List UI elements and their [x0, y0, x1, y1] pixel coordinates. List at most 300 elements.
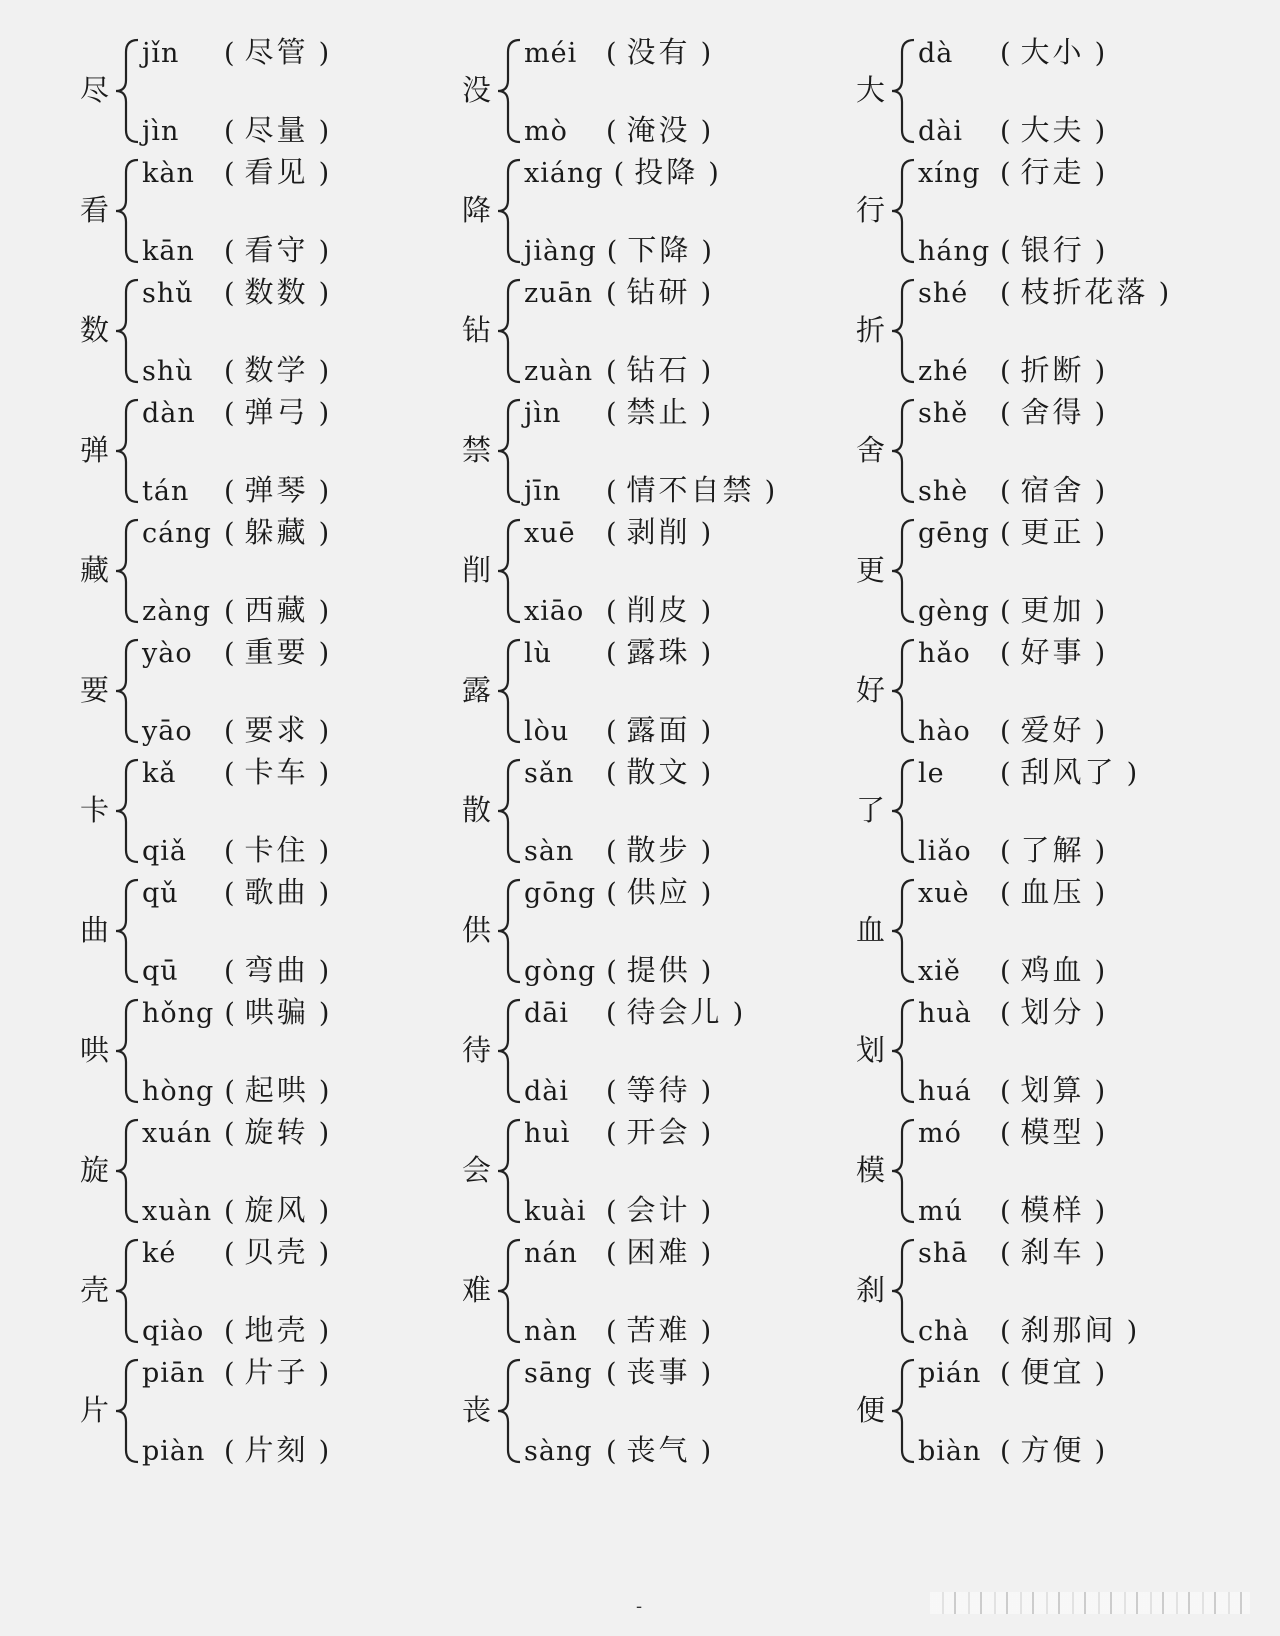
example-word: 便宜: [1020, 1355, 1085, 1389]
close-paren: ): [1094, 476, 1106, 507]
close-paren: ): [318, 1196, 330, 1227]
close-paren: ): [318, 878, 330, 909]
reading-top: [142, 1352, 339, 1392]
example-word: 躲藏: [244, 515, 309, 549]
pinyin: huá: [918, 1076, 972, 1107]
example-word: 更加: [1020, 593, 1085, 627]
curly-brace-icon: [890, 1236, 916, 1346]
close-paren: ): [1094, 236, 1106, 267]
reading-bottom: [524, 110, 721, 150]
close-paren: ): [318, 236, 330, 267]
example-word: 投降: [634, 155, 699, 189]
example-word: 会计: [626, 1193, 691, 1227]
reading-top: [142, 1112, 339, 1152]
column-2: [462, 0, 862, 1580]
reading-bottom: [918, 1190, 1115, 1230]
close-paren: ): [700, 1316, 712, 1347]
close-paren: ): [700, 878, 712, 909]
polyphone-entry: [462, 512, 862, 630]
close-paren: ): [1094, 836, 1106, 867]
reading-bottom: [142, 1310, 339, 1350]
example-word: 尽管: [244, 35, 309, 69]
reading-top: [142, 32, 339, 72]
reading-top: [142, 272, 339, 312]
reading-bottom: [142, 590, 339, 630]
open-paren: (: [606, 716, 617, 747]
reading-bottom: [524, 830, 721, 870]
pinyin: xuán: [142, 1118, 213, 1149]
reading-top: [524, 752, 721, 792]
pinyin: shù: [142, 356, 194, 387]
reading-bottom: [524, 1430, 721, 1470]
reading-bottom: [142, 710, 339, 750]
open-paren: (: [606, 878, 617, 909]
open-paren: (: [606, 1196, 617, 1227]
example-word: 弹弓: [244, 395, 309, 429]
pinyin: kàn: [142, 158, 195, 189]
open-paren: (: [1000, 1358, 1011, 1389]
close-paren: ): [318, 476, 330, 507]
close-paren: ): [732, 998, 744, 1029]
reading-top: [142, 752, 339, 792]
close-paren: ): [318, 998, 330, 1029]
close-paren: ): [700, 278, 712, 309]
open-paren: (: [606, 356, 617, 387]
polyphone-entry: [80, 272, 480, 390]
example-word: 数学: [244, 353, 309, 387]
example-word: 散文: [626, 755, 691, 789]
pinyin: xuàn: [142, 1196, 213, 1227]
close-paren: ): [700, 1118, 712, 1149]
close-paren: ): [1094, 1436, 1106, 1467]
example-word: 要求: [244, 713, 309, 747]
open-paren: (: [1000, 1238, 1011, 1269]
open-paren: (: [606, 398, 617, 429]
curly-brace-icon: [496, 1356, 522, 1466]
reading-bottom: [142, 1070, 339, 1110]
pinyin: yāo: [142, 716, 193, 747]
curly-brace-icon: [890, 876, 916, 986]
pinyin: hǎo: [918, 638, 971, 669]
close-paren: ): [700, 716, 712, 747]
pinyin: hǒng: [142, 998, 215, 1029]
close-paren: ): [1094, 158, 1106, 189]
example-word: 削皮: [626, 593, 691, 627]
reading-top: [918, 752, 1147, 792]
open-paren: (: [224, 356, 235, 387]
open-paren: (: [224, 278, 235, 309]
reading-bottom: [918, 1070, 1115, 1110]
curly-brace-icon: [496, 636, 522, 746]
close-paren: ): [318, 116, 330, 147]
reading-top: [918, 1352, 1115, 1392]
example-word: 行走: [1020, 155, 1085, 189]
close-paren: ): [318, 1436, 330, 1467]
close-paren: ): [700, 38, 712, 69]
close-paren: ): [1094, 518, 1106, 549]
close-paren: ): [318, 518, 330, 549]
open-paren: (: [606, 638, 617, 669]
reading-bottom: [918, 230, 1115, 270]
pinyin: dài: [524, 1076, 570, 1107]
close-paren: ): [700, 836, 712, 867]
reading-top: [918, 632, 1115, 672]
reading-bottom: [142, 110, 339, 150]
example-word: 枝折花落: [1020, 275, 1149, 309]
polyphone-character: 折: [856, 313, 886, 347]
reading-top: [142, 1232, 339, 1272]
close-paren: ): [318, 836, 330, 867]
open-paren: (: [1000, 476, 1011, 507]
reading-bottom: [918, 110, 1115, 150]
curly-brace-icon: [114, 516, 140, 626]
open-paren: (: [224, 1118, 235, 1149]
open-paren: (: [606, 596, 617, 627]
open-paren: (: [224, 638, 235, 669]
example-word: 困难: [626, 1235, 691, 1269]
close-paren: ): [700, 1436, 712, 1467]
pinyin: qū: [142, 956, 179, 987]
open-paren: (: [1000, 356, 1011, 387]
open-paren: (: [224, 476, 235, 507]
open-paren: (: [606, 1076, 617, 1107]
polyphone-entry: [80, 152, 480, 270]
curly-brace-icon: [890, 36, 916, 146]
open-paren: (: [1000, 518, 1011, 549]
polyphone-entry: [856, 1352, 1256, 1470]
polyphone-entry: [856, 632, 1256, 750]
reading-top: [142, 992, 339, 1032]
reading-bottom: [524, 470, 785, 510]
polyphone-entry: [462, 752, 862, 870]
pinyin: zhé: [918, 356, 969, 387]
example-word: 看见: [244, 155, 309, 189]
reading-top: [918, 992, 1115, 1032]
open-paren: (: [1000, 38, 1011, 69]
example-word: 大夫: [1020, 113, 1085, 147]
polyphone-character: 更: [856, 553, 886, 587]
example-word: 看守: [244, 233, 309, 267]
open-paren: (: [224, 116, 235, 147]
close-paren: ): [318, 356, 330, 387]
close-paren: ): [1094, 716, 1106, 747]
close-paren: ): [700, 596, 712, 627]
polyphone-character: 没: [462, 73, 492, 107]
polyphone-entry: [80, 392, 480, 510]
reading-top: [524, 1112, 721, 1152]
pinyin: mú: [918, 1196, 963, 1227]
scan-artifact-bar: [930, 1592, 1250, 1614]
open-paren: (: [224, 1076, 235, 1107]
open-paren: (: [606, 1436, 617, 1467]
example-word: 待会儿: [626, 995, 723, 1029]
reading-top: [918, 32, 1115, 72]
pinyin: kān: [142, 236, 195, 267]
open-paren: (: [606, 956, 617, 987]
close-paren: ): [1094, 638, 1106, 669]
reading-bottom: [142, 230, 339, 270]
close-paren: ): [700, 1358, 712, 1389]
reading-bottom: [142, 1190, 339, 1230]
polyphone-character: 行: [856, 193, 886, 227]
pinyin: huà: [918, 998, 972, 1029]
curly-brace-icon: [496, 756, 522, 866]
curly-brace-icon: [890, 396, 916, 506]
example-word: 弯曲: [244, 953, 309, 987]
reading-top: [918, 1112, 1115, 1152]
close-paren: ): [318, 398, 330, 429]
polyphone-entry: [80, 512, 480, 630]
open-paren: (: [1000, 878, 1011, 909]
example-word: 银行: [1020, 233, 1085, 267]
reading-bottom: [142, 1430, 339, 1470]
pinyin: chà: [918, 1316, 970, 1347]
polyphone-entry: [856, 152, 1256, 270]
polyphone-entry: [856, 32, 1256, 150]
open-paren: (: [224, 716, 235, 747]
polyphone-character: 血: [856, 913, 886, 947]
pinyin: zuān: [524, 278, 594, 309]
example-word: 哄骗: [244, 995, 309, 1029]
pinyin: hào: [918, 716, 971, 747]
pinyin: piàn: [142, 1436, 206, 1467]
curly-brace-icon: [890, 996, 916, 1106]
pinyin: shā: [918, 1238, 969, 1269]
pinyin: xiáng: [524, 158, 604, 189]
close-paren: ): [1094, 1238, 1106, 1269]
example-word: 重要: [244, 635, 309, 669]
open-paren: (: [1000, 398, 1011, 429]
curly-brace-icon: [114, 876, 140, 986]
close-paren: ): [1094, 116, 1106, 147]
close-paren: ): [318, 1316, 330, 1347]
open-paren: (: [606, 1238, 617, 1269]
example-word: 片子: [244, 1355, 309, 1389]
pinyin: gèng: [918, 596, 990, 627]
curly-brace-icon: [114, 1356, 140, 1466]
reading-bottom: [918, 470, 1115, 510]
polyphone-entry: [80, 632, 480, 750]
curly-brace-icon: [496, 156, 522, 266]
curly-brace-icon: [890, 1356, 916, 1466]
polyphone-character: 数: [80, 313, 110, 347]
polyphone-character: 了: [856, 793, 886, 827]
close-paren: ): [700, 518, 712, 549]
open-paren: (: [1000, 1196, 1011, 1227]
polyphone-entry: [856, 512, 1256, 630]
open-paren: (: [1000, 596, 1011, 627]
reading-top: [524, 512, 721, 552]
polyphone-entry: [462, 992, 862, 1110]
example-word: 苦难: [626, 1313, 691, 1347]
reading-bottom: [918, 830, 1115, 870]
curly-brace-icon: [496, 396, 522, 506]
example-word: 更正: [1020, 515, 1085, 549]
reading-bottom: [918, 710, 1115, 750]
pinyin: xiě: [918, 956, 961, 987]
reading-bottom: [524, 710, 721, 750]
curly-brace-icon: [114, 636, 140, 746]
reading-top: [918, 872, 1115, 912]
close-paren: ): [700, 1196, 712, 1227]
pinyin: lòu: [524, 716, 570, 747]
reading-top: [524, 1352, 721, 1392]
pinyin: hòng: [142, 1076, 215, 1107]
pinyin: sàng: [524, 1436, 593, 1467]
pinyin: lù: [524, 638, 553, 669]
pinyin: qǔ: [142, 878, 179, 909]
open-paren: (: [1000, 1118, 1011, 1149]
example-word: 贝壳: [244, 1235, 309, 1269]
open-paren: (: [606, 1316, 617, 1347]
open-paren: (: [224, 998, 235, 1029]
example-word: 了解: [1020, 833, 1085, 867]
reading-bottom: [524, 950, 721, 990]
curly-brace-icon: [114, 996, 140, 1106]
reading-bottom: [142, 350, 339, 390]
close-paren: ): [318, 758, 330, 789]
curly-brace-icon: [496, 276, 522, 386]
open-paren: (: [606, 836, 617, 867]
pinyin: jǐn: [142, 38, 180, 69]
pinyin: gēng: [918, 518, 990, 549]
reading-bottom: [524, 590, 721, 630]
open-paren: (: [1000, 278, 1011, 309]
curly-brace-icon: [496, 1236, 522, 1346]
polyphone-entry: [856, 752, 1256, 870]
open-paren: (: [224, 1316, 235, 1347]
polyphone-character: 待: [462, 1033, 492, 1067]
polyphone-entry: [80, 1352, 480, 1470]
example-word: 卡住: [244, 833, 309, 867]
pinyin: dà: [918, 38, 954, 69]
reading-bottom: [524, 1070, 721, 1110]
open-paren: (: [224, 236, 235, 267]
close-paren: ): [1094, 356, 1106, 387]
polyphone-entry: [462, 1232, 862, 1350]
polyphone-entry: [462, 392, 862, 510]
polyphone-entry: [856, 872, 1256, 990]
example-word: 大小: [1020, 35, 1085, 69]
open-paren: (: [1000, 1436, 1011, 1467]
close-paren: ): [700, 116, 712, 147]
close-paren: ): [701, 236, 712, 267]
example-word: 淹没: [626, 113, 691, 147]
open-paren: (: [224, 38, 235, 69]
open-paren: (: [1000, 956, 1011, 987]
pinyin: biàn: [918, 1436, 982, 1467]
example-word: 剥削: [626, 515, 691, 549]
example-word: 露面: [626, 713, 691, 747]
pinyin: huì: [524, 1118, 571, 1149]
open-paren: (: [224, 956, 235, 987]
example-word: 刹那间: [1020, 1313, 1117, 1347]
example-word: 方便: [1020, 1433, 1085, 1467]
reading-bottom: [142, 950, 339, 990]
example-word: 提供: [626, 953, 691, 987]
polyphone-entry: [80, 992, 480, 1110]
example-word: 爱好: [1020, 713, 1085, 747]
reading-bottom: [918, 590, 1115, 630]
example-word: 西藏: [244, 593, 309, 627]
polyphone-character: 要: [80, 673, 110, 707]
example-word: 没有: [626, 35, 691, 69]
example-word: 地壳: [244, 1313, 309, 1347]
curly-brace-icon: [496, 36, 522, 146]
pinyin: dài: [918, 116, 964, 147]
curly-brace-icon: [496, 516, 522, 626]
curly-brace-icon: [890, 756, 916, 866]
pinyin: dāi: [524, 998, 570, 1029]
polyphone-character: 模: [856, 1153, 886, 1187]
pinyin: xuē: [524, 518, 576, 549]
reading-top: [918, 1232, 1115, 1272]
open-paren: (: [224, 1196, 235, 1227]
reading-top: [142, 632, 339, 672]
open-paren: (: [1000, 1076, 1011, 1107]
polyphone-character: 片: [80, 1393, 110, 1427]
curly-brace-icon: [890, 1116, 916, 1226]
example-word: 好事: [1020, 635, 1085, 669]
reading-top: [524, 992, 753, 1032]
pinyin: xiāo: [524, 596, 585, 627]
open-paren: (: [224, 596, 235, 627]
polyphone-character: 壳: [80, 1273, 110, 1307]
close-paren: ): [318, 1118, 330, 1149]
close-paren: ): [700, 356, 712, 387]
polyphone-character: 卡: [80, 793, 110, 827]
open-paren: (: [224, 398, 235, 429]
example-word: 情不自禁: [626, 473, 755, 507]
reading-top: [918, 512, 1115, 552]
reading-top: [918, 152, 1115, 192]
polyphone-character: 难: [462, 1273, 492, 1307]
polyphone-character: 禁: [462, 433, 492, 467]
reading-top: [524, 152, 729, 192]
example-word: 开会: [626, 1115, 691, 1149]
column-1: [80, 0, 480, 1580]
polyphone-entry: [856, 1112, 1256, 1230]
polyphone-character: 舍: [856, 433, 886, 467]
polyphone-character: 降: [462, 193, 492, 227]
example-word: 尽量: [244, 113, 309, 147]
close-paren: ): [318, 1076, 330, 1107]
reading-bottom: [524, 230, 722, 270]
close-paren: ): [700, 1238, 712, 1269]
polyphone-entry: [462, 32, 862, 150]
example-word: 供应: [626, 875, 691, 909]
reading-bottom: [524, 350, 721, 390]
pinyin: jīn: [524, 476, 562, 507]
example-word: 刹车: [1020, 1235, 1085, 1269]
open-paren: (: [224, 878, 235, 909]
pinyin: qiào: [142, 1316, 205, 1347]
close-paren: ): [1094, 878, 1106, 909]
close-paren: ): [318, 158, 330, 189]
polyphone-entry: [462, 272, 862, 390]
reading-top: [524, 632, 721, 672]
close-paren: ): [1094, 1076, 1106, 1107]
example-word: 舍得: [1020, 395, 1085, 429]
page-footer-mark: -: [636, 1596, 643, 1617]
close-paren: ): [700, 638, 712, 669]
reading-top: [524, 32, 721, 72]
curly-brace-icon: [496, 876, 522, 986]
close-paren: ): [700, 1076, 712, 1107]
example-word: 血压: [1020, 875, 1085, 909]
curly-brace-icon: [114, 156, 140, 266]
column-3: [856, 0, 1256, 1580]
